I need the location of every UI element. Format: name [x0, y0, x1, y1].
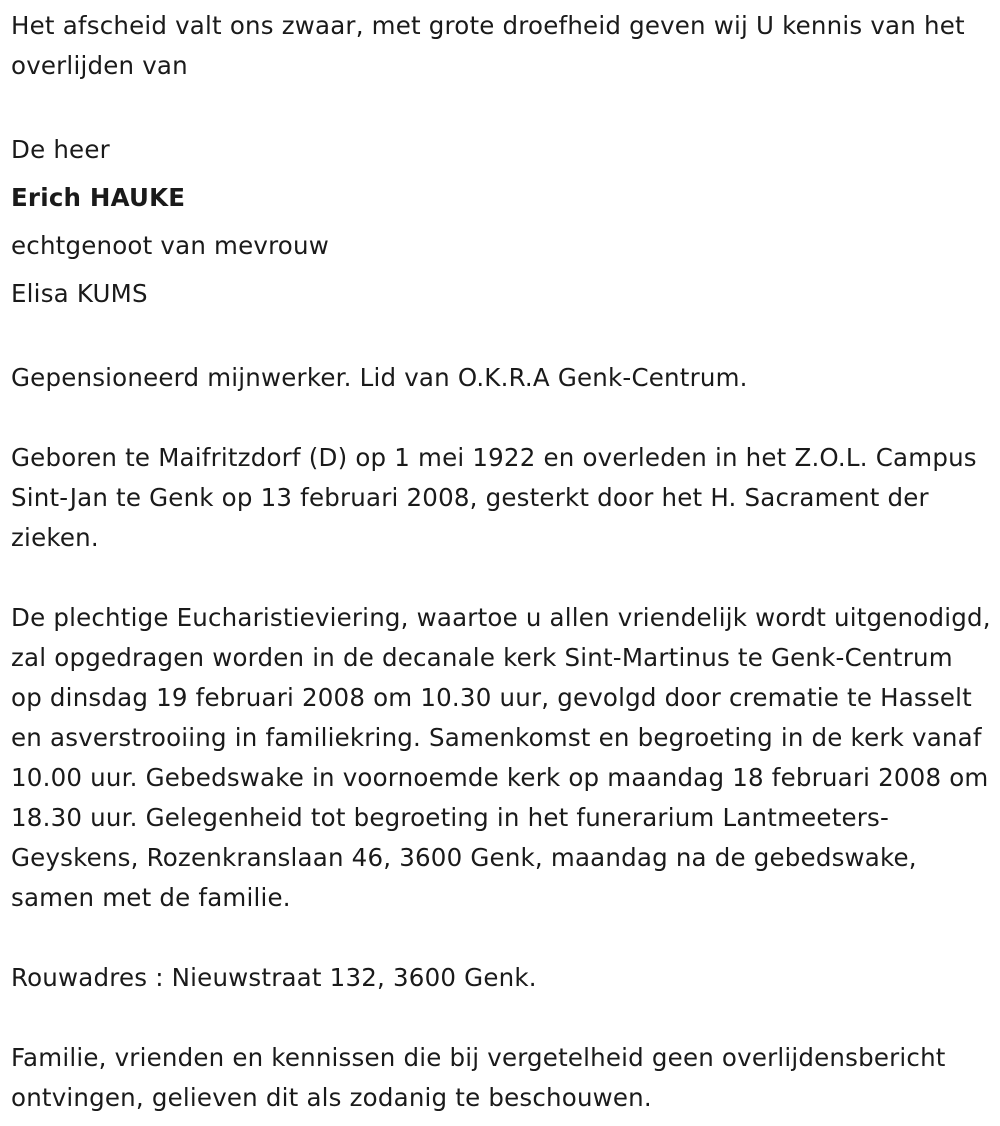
spacer: [11, 86, 991, 126]
spacer: [11, 398, 991, 438]
spacer: [11, 558, 991, 598]
intro-paragraph: Het afscheid valt ons zwaar, met grote droefheid geven wij U kennis van het overlijden van: [11, 11, 965, 80]
obituary-document: [11, 6, 991, 1118]
occupation-paragraph: Gepensioneerd mijnwerker. Lid van O.K.R.A Genk-Centrum.: [11, 363, 748, 392]
ceremony-paragraph: De plechtige Eucharistieviering, waartoe u allen vriendelijk wordt uitgenodigd, zal opgedragen worden in de decanale kerk Sint-Martinus te Genk-Centrum op dinsdag 19 februari 2008 om 10.30 uur, gevolgd door crematie te Hasselt en asverstrooiing in familiekring. Samenkomst en begroeting in de kerk vanaf 10.00 uur. Gebedswake in voornoemde kerk op maandag 18 februari 2008 om 18.30 uur. Gelegenheid tot begroeting in het funerarium Lantmeeters-Geyskens, Rozenkranslaan 46, 3600 Genk, maandag na de gebedswake, samen met de familie.: [11, 603, 991, 912]
spacer: [11, 998, 991, 1038]
spacer: [11, 918, 991, 958]
closing-paragraph: Familie, vrienden en kennissen die bij vergetelheid geen overlijdensbericht ontvingen, gelieven dit als zodanig te beschouwen.: [11, 1043, 946, 1112]
spacer: [11, 318, 991, 358]
salutation: De heer: [11, 135, 110, 164]
deceased-name: Erich HAUKE: [11, 183, 186, 212]
spouse-name: Elisa KUMS: [11, 279, 148, 308]
birth-death-paragraph: Geboren te Maifritzdorf (D) op 1 mei 1922 en overleden in het Z.O.L. Campus Sint-Jan te Genk op 13 februari 2008, gesterkt door het H. Sacrament der zieken.: [11, 443, 977, 552]
relation-text: echtgenoot van mevrouw: [11, 231, 329, 260]
address-paragraph: Rouwadres : Nieuwstraat 132, 3600 Genk.: [11, 963, 537, 992]
